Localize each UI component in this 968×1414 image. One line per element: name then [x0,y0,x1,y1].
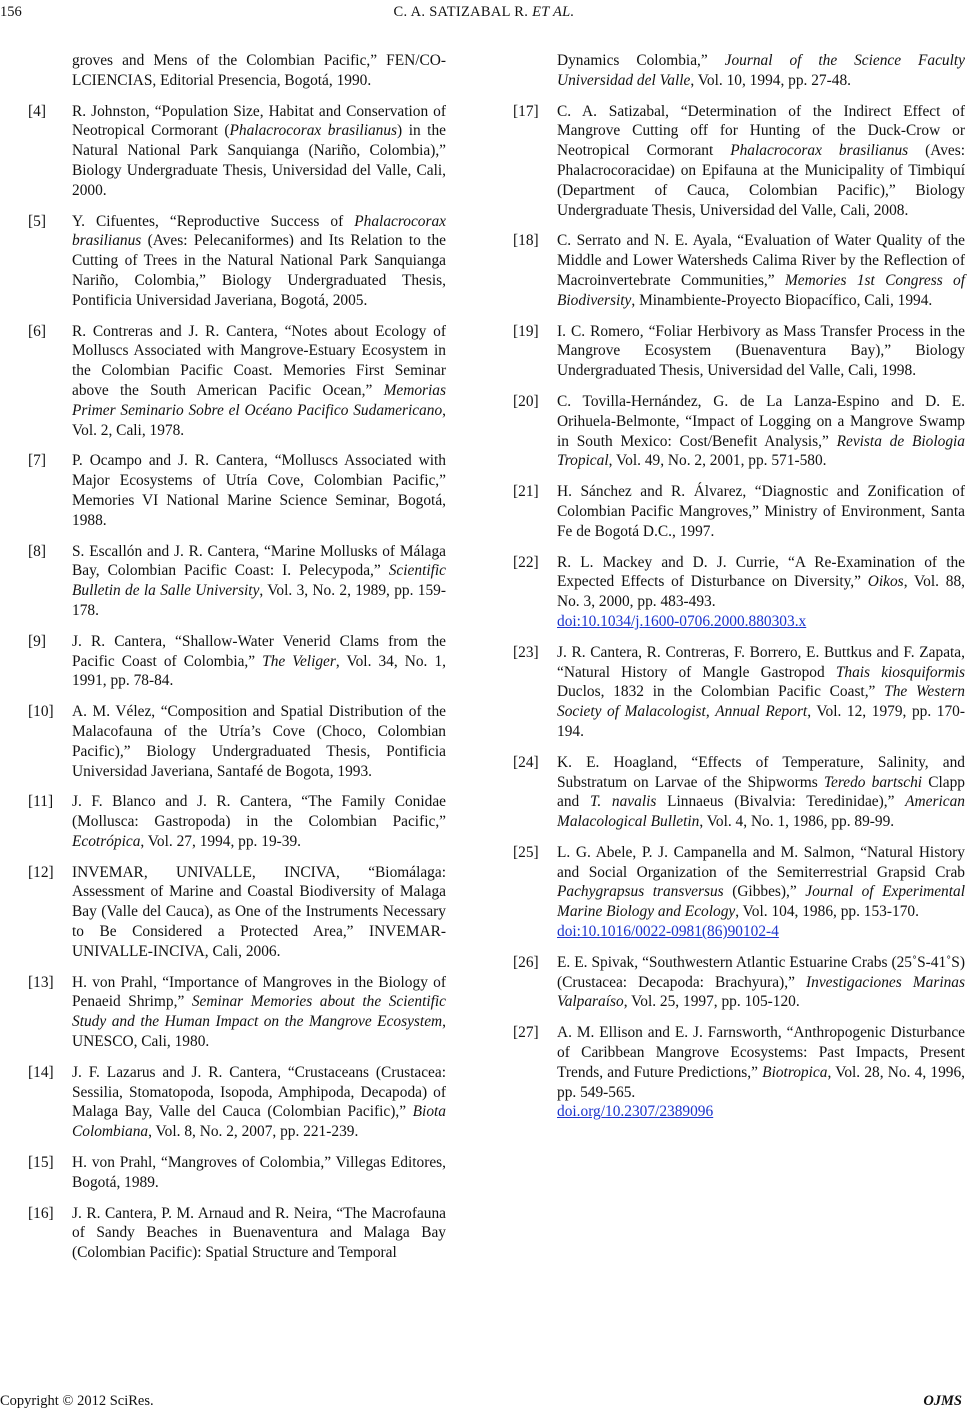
reference-number: [25] [513,843,539,861]
reference-segment: L. G. Abele, P. J. Campanella and M. Salmon, “Natural History and Social Organization of the Semiterrestrial Grapsid Crab [557,843,965,881]
reference-segment: C. A. Satizabal, “Determination of the Indirect Effect of Mangrove Cutting off for Hunting of the Duck-Crow or Neotropical Cormorant [557,102,965,160]
reference-italic-segment: Oikos [867,573,904,591]
page-footer [0,1390,968,1414]
reference-text [557,482,965,541]
reference-number: [7] [28,452,46,470]
reference-item [28,451,446,530]
reference-segment: , Vol. 8, No. 2, 2007, pp. 221-239. [148,1123,359,1141]
reference-item [28,1204,446,1263]
reference-segment: Duclos, 1832 in the Colombian Pacific Coast,” [557,683,885,701]
reference-number: [9] [28,632,46,650]
reference-item [513,392,965,471]
reference-text [72,792,446,851]
reference-segment: , Vol. 10, 1994, pp. 27-48. [690,71,851,89]
reference-italic-segment: American Malacological Bulletin [557,793,965,831]
reference-text [72,632,446,691]
reference-item [513,1023,965,1122]
reference-continuation [28,51,446,91]
reference-segment: S. Escallón and J. R. Cantera, “Marine Mollusks of Málaga Bay, Colombian Pacific Coast: I. Pelecypoda,” [72,542,446,580]
reference-segment: J. F. Blanco and J. R. Cantera, “The Family Conidae (Mollusca: Gastropoda) in the Colombian Pacific,” [72,793,446,831]
reference-number: [17] [513,102,539,120]
reference-item [513,482,965,541]
reference-italic-segment: Phalacrocorax brasilianus [72,212,446,250]
right-column-references [513,51,965,1133]
reference-italic-segment: Memorias Primer Seminario Sobre el Océano Pacifico Sudamericano [72,381,446,419]
reference-segment: R. Contreras and J. R. Cantera, “Notes about Ecology of Molluscs Associated with Mangrove-Estuary Ecosystem in the Colombian Pacific Coast. Memories First Seminar above the South American Pacific Ocean,” [72,322,446,399]
reference-number: [21] [513,483,539,501]
reference-text [72,212,446,311]
reference-segment: , Vol. 34, No. 1, 1991, pp. 78-84. [72,652,446,690]
reference-number: [22] [513,553,539,571]
doi-link[interactable]: doi:10.1034/j.1600-0706.2000.880303.x [557,612,807,630]
reference-segment: Y. Cifuentes, “Reproductive Success of [72,212,355,230]
reference-text [557,953,965,1012]
reference-segment: , Vol. 49, No. 2, 2001, pp. 571-580. [608,452,827,470]
reference-text [557,753,965,832]
reference-segment: (Aves: Pelecaniformes) and Its Relation to the Cutting of Trees in the Natural National Park Sanquianga Nariño, Colombia,” Biology Undergraduated Thesis, Pontificia Universidad Javeriana, Bogotá, 2005. [72,232,446,309]
reference-text [557,843,965,942]
reference-italic-segment: Thais kiosquiformis [835,663,965,681]
reference-item [28,1153,446,1193]
reference-segment: , Vol. 27, 1994, pp. 19-39. [140,832,302,850]
reference-segment: R. L. Mackey and D. J. Currie, “A Re-Examination of the Expected Effects of Disturbance on Diversity,” [557,553,965,591]
reference-item [28,863,446,962]
reference-item [513,643,965,742]
reference-segment: J. R. Cantera, R. Contreras, F. Borrero, E. Buttkus and F. Zapata, “Natural History of Mangle Gastropod [557,643,965,681]
reference-number: [27] [513,1024,539,1042]
reference-segment: J. F. Lazarus and J. R. Cantera, “Crustaceans (Crustacea: Sessilia, Stomatopoda, Isopoda, Amphipoda, Decapoda) of Malaga Bay, Valle del Cauca (Colombian Pacific),” [72,1063,446,1121]
reference-item [28,322,446,441]
reference-text [557,553,965,632]
reference-item [28,702,446,781]
reference-number: [16] [28,1204,54,1222]
reference-segment: K. E. Hoagland, “Effects of Temperature, Salinity, and Substratum on Larvae of the Shipworms [557,753,965,791]
reference-item [28,212,446,311]
reference-segment: , Minambiente-Proyecto Biopacífico, Cali, 1994. [631,291,933,309]
reference-segment: C. Serrato and N. E. Ayala, “Evaluation of Water Quality of the Middle and Lower Watersheds Calima River by the Reflection of Macroinvertebrate Communities,” [557,232,965,289]
reference-number: [4] [28,102,46,120]
reference-item [513,102,965,221]
reference-segment: A. M. Vélez, “Composition and Spatial Distribution of the Malacofauna of the Utría’s Cove (Choco, Colombian Pacific),” Biology Undergraduated Thesis, Pontificia Universidad Javeriana, Santafé de Bogota, 1993. [72,703,446,780]
reference-item [28,632,446,691]
reference-text [28,51,446,91]
reference-segment: (Aves: Phalacrocoracidae) on Epifauna at the Municipality of Timbiquí (Department of Cauca, Colombian Pacific),” Biology Undergraduate Thesis, Universidad del Valle, Cali, 2008. [557,142,965,219]
reference-segment: H. von Prahl, “Importance of Mangroves in the Biology of Penaeid Shrimp,” [72,973,446,1011]
reference-segment: , Vol. 25, 1997, pp. 105-120. [623,993,800,1011]
running-head-authors: C. A. SATIZABAL R. [393,4,529,20]
reference-italic-segment: Phalacrocorax brasilianus [229,122,398,140]
reference-segment: H. Sánchez and R. Álvarez, “Diagnostic and Zonification of Colombian Pacific Mangroves,” Ministry of Environment, Santa Fe de Bogotá D.C., 1997. [557,483,965,540]
reference-item [28,1063,446,1142]
reference-text [557,643,965,742]
reference-number: [5] [28,212,46,230]
page-number: 156 [0,4,22,20]
reference-segment: Dynamics Colombia,” [557,52,725,69]
reference-text [557,102,965,221]
reference-number: [8] [28,542,46,560]
reference-item [513,553,965,632]
reference-segment: E. E. Spivak, “Southwestern Atlantic Estuarine Crabs (25˚S-41˚S) (Crustacea: Decapoda: Brachyura),” [557,953,965,991]
reference-text [72,451,446,530]
running-head [0,4,968,21]
reference-italic-segment: Investigaciones Marinas Valparaíso [557,973,965,1011]
reference-segment: , Vol. 4, No. 1, 1986, pp. 89-99. [699,813,895,831]
left-column-references [28,51,446,1274]
doi-link[interactable]: doi.org/10.2307/2389096 [557,1103,714,1121]
journal-abbreviation: OJMS [923,1393,962,1409]
reference-segment: , Vol. 104, 1986, pp. 153-170. [735,903,919,921]
reference-number: [13] [28,973,54,991]
reference-segment: J. R. Cantera, “Shallow-Water Venerid Clams from the Pacific Coast of Colombia,” [72,632,446,670]
reference-italic-segment: Pachygrapsus transversus [557,883,724,901]
reference-item [513,753,965,832]
copyright-notice: Copyright © 2012 SciRes. [0,1393,154,1409]
reference-number: [14] [28,1063,54,1081]
reference-text [72,702,446,781]
reference-number: [6] [28,322,46,340]
reference-text [72,1063,446,1142]
reference-text [72,542,446,621]
reference-text [557,231,965,310]
reference-item [513,322,965,381]
reference-text [72,973,446,1052]
reference-segment: ) in the Natural National Park Sanquianga (Nariño, Colombia),” Biology Undergraduate Thesis, Universidad del Valle, Cali, 2000. [72,122,446,199]
reference-continuation [513,51,965,91]
reference-segment: , Vol. 3, No. 2, 1989, pp. 159-178. [72,582,447,619]
reference-segment: groves and Mens of the Colombian Pacific,” FEN/CO-LCIENCIAS, Editorial Presencia, Bogotá, 1990. [72,52,446,89]
reference-italic-segment: Seminar Memories about the Scientific Study and the Human Impact on the Mangrove Ecosystem [72,993,446,1031]
reference-segment: I. C. Romero, “Foliar Herbivory as Mass Transfer Process in the Mangrove Ecosystem (Buenaventura Bay),” Biology Undergraduated Thesis, Universidad del Valle, Cali, 1998. [557,322,965,380]
reference-segment: (Gibbes),” [723,883,806,901]
reference-text [72,102,446,201]
reference-italic-segment: Revista de Biologia Tropical [557,432,965,470]
reference-segment: R. Johnston, “Population Size, Habitat and Conservation of Neotropical Cormorant ( [72,102,446,140]
reference-italic-segment: Biotropica [762,1063,828,1081]
reference-text [72,863,446,962]
reference-item [28,102,446,201]
reference-text [557,322,965,381]
reference-italic-segment: Journal of the Science Faculty Universidad del Valle [557,52,965,89]
doi-link[interactable]: doi:10.1016/0022-0981(86)90102-4 [557,923,779,941]
reference-italic-segment: The Western Society of Malacologist [557,683,965,721]
reference-segment: P. Ocampo and J. R. Cantera, “Molluscs Associated with Major Ecosystems of Utría Cove, Colombian Pacific,” Memories VI National Marine Science Seminar, Bogotá, 1988. [72,452,446,529]
reference-number: [24] [513,753,539,771]
reference-italic-segment: Phalacrocorax brasilianus [730,142,909,160]
reference-segment: Clapp and [557,773,965,811]
reference-italic-segment: Ecotrópica [72,832,141,850]
reference-segment: Linnaeus (Bivalvia: Teredinidae),” [656,793,906,811]
reference-text [557,392,965,471]
reference-italic-segment: T. navalis [589,793,657,811]
reference-segment: , Vol. 28, No. 4, 1996, pp. 549-565. [557,1063,965,1101]
reference-text [72,1153,446,1193]
reference-number: [19] [513,322,539,340]
reference-segment: , UNESCO, Cali, 1980. [72,1013,446,1051]
reference-segment: H. von Prahl, “Mangroves of Colombia,” Villegas Editores, Bogotá, 1989. [72,1154,446,1191]
reference-italic-segment: Memories 1st Congress of Biodiversity [557,271,965,309]
reference-italic-segment: Annual Report [715,703,808,721]
reference-number: [12] [28,863,54,881]
reference-number: [26] [513,953,539,971]
reference-number: [20] [513,392,539,410]
reference-italic-segment: Scientific Bulletin de la Salle University [72,562,446,600]
reference-segment: , Vol. 12, 1979, pp. 170-194. [557,703,966,740]
reference-item [513,231,965,310]
reference-number: [11] [28,793,54,811]
reference-segment: , Vol. 88, No. 3, 2000, pp. 483-493. [557,573,965,611]
reference-item [513,953,965,1012]
reference-item [28,792,446,851]
reference-segment: J. R. Cantera, P. M. Arnaud and R. Neira, “The Macrofauna of Sandy Beaches in Buenaventura and Malaga Bay (Colombian Pacific): Spatial Structure and Temporal [72,1204,446,1262]
reference-number: [10] [28,703,54,721]
reference-item [28,973,446,1052]
page-header [0,0,968,26]
reference-segment: , Vol. 2, Cali, 1978. [72,401,446,439]
reference-number: [23] [513,643,539,661]
reference-segment: C. Tovilla-Hernández, G. de La Lanza-Espino and D. E. Orihuela-Belmonte, “Impact of Logging on a Mangrove Swamp in South Mexico: Cost/Benefit Analysis,” [557,392,965,450]
reference-segment: , [705,703,716,721]
reference-text [72,322,446,441]
reference-italic-segment: Journal of Experimental Marine Biology and Ecology [557,883,965,921]
reference-italic-segment: The Veliger [262,652,336,670]
reference-number: [15] [28,1154,54,1172]
reference-text [557,1023,965,1122]
reference-item [28,542,446,621]
reference-italic-segment: Biota Colombiana [72,1103,446,1141]
reference-segment: A. M. Ellison and E. J. Farnsworth, “Anthropogenic Disturbance of Caribbean Mangrove Ecosystems: Past Impacts, Present Trends, and Future Predictions,” [557,1024,965,1081]
reference-number: [18] [513,232,539,250]
reference-segment: INVEMAR, UNIVALLE, INCIVA, “Biomálaga: Assessment of Marine and Coastal Biodiversity of Malaga Bay (Valle del Cauca), as One of the Instruments Necessary to Be Considered a Protected Area,” INVEMAR-UNIVALLE-INCIVA, Cali, 2006. [72,863,446,960]
reference-item [513,843,965,942]
reference-text [72,1204,446,1263]
reference-italic-segment: Teredo bartschi [823,773,923,791]
reference-text [513,51,965,91]
running-head-et-al: ET AL. [532,4,575,20]
